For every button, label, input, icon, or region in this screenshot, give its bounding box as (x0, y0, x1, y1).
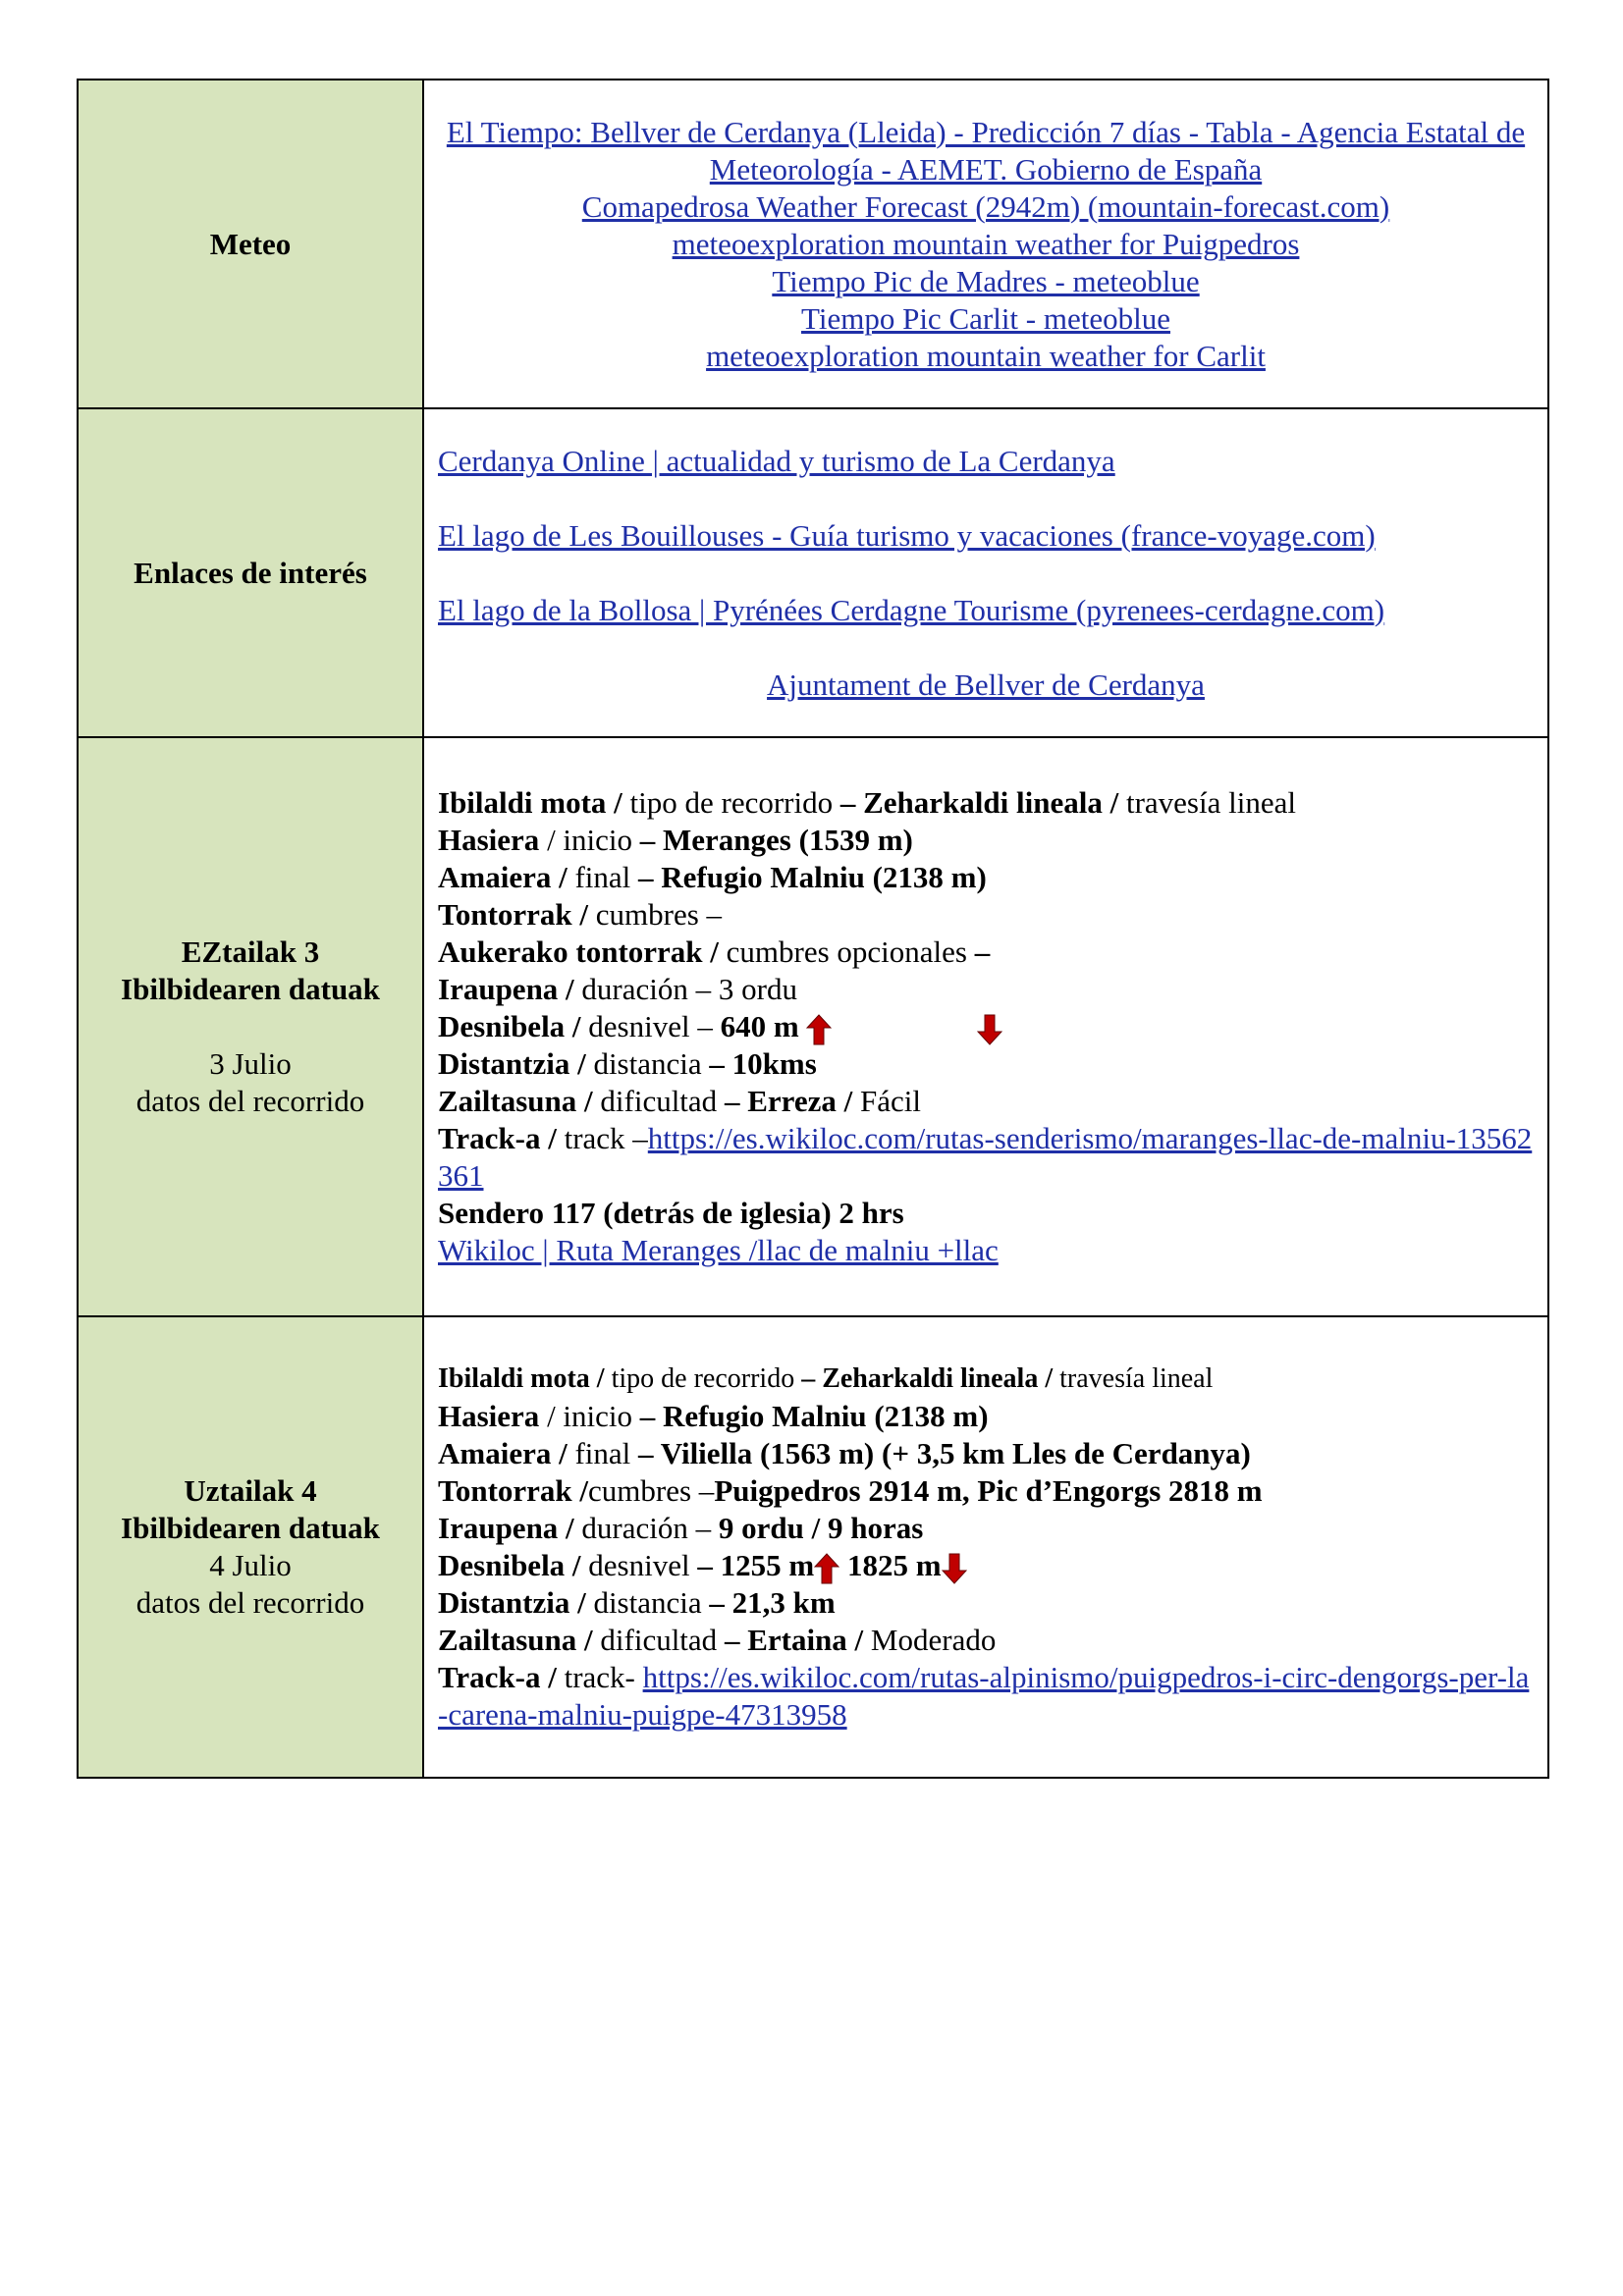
day3-tipo-line: Ibilaldi mota / tipo de recorrido – Zeharkaldi lineala / travesía lineal (438, 785, 1296, 820)
enlaces-links-cell (423, 408, 1548, 737)
day4-iraupena-line: Iraupena / duración – 9 ordu / 9 horas (438, 1511, 924, 1545)
day4-row (78, 1316, 1548, 1778)
day4-label-cell (78, 1316, 423, 1778)
enlace-ajuntament[interactable]: Ajuntament de Bellver de Cerdanya (767, 667, 1205, 702)
day3-label-date-es: 3 Julio (209, 1046, 292, 1081)
day4-details-cell (423, 1316, 1548, 1778)
meteo-link-comapedrosa[interactable]: Comapedrosa Weather Forecast (2942m) (mountain-forecast.com) (581, 188, 1390, 224)
enlace-cerdanya-online[interactable]: Cerdanya Online | actualidad y turismo de La Cerdanya (438, 443, 1115, 478)
day3-wikiloc-link[interactable]: Wikiloc | Ruta Meranges /llac de malniu +llac (438, 1233, 999, 1267)
day3-sendero-line: Sendero 117 (detrás de iglesia) 2 hrs (438, 1196, 904, 1230)
enlace-bollosa[interactable]: El lago de la Bollosa | Pyrénées Cerdagne Tourisme (pyrenees-cerdagne.com) (438, 592, 1385, 627)
meteo-links-cell (423, 80, 1548, 408)
day3-label-title-eu: Ibilbidearen datuak (121, 972, 380, 1006)
day3-zailtasuna-line: Zailtasuna / dificultad – Erreza / Fácil (438, 1084, 921, 1118)
day4-amaiera-line: Amaiera / final – Viliella (1563 m) (+ 3,5 km Lles de Cerdanya) (438, 1436, 1251, 1470)
day4-label-title-eu: Ibilbidearen datuak (121, 1511, 380, 1545)
enlaces-label-cell (78, 408, 423, 737)
enlaces-label: Enlaces de interés (134, 555, 367, 590)
day3-aukerako-line: Aukerako tontorrak / cumbres opcionales – (438, 934, 991, 969)
meteo-link-aemet[interactable]: El Tiempo: Bellver de Cerdanya (Lleida) - Predicción 7 días - Tabla - Agencia Estatal de Meteorología - AEMET. Gobierno de España (446, 114, 1526, 187)
day4-distantzia-line: Distantzia / distancia – 21,3 km (438, 1585, 836, 1620)
enlace-bouillouses[interactable]: El lago de Les Bouillouses - Guía turismo y vacaciones (france-voyage.com) (438, 517, 1376, 553)
day3-hasiera-line: Hasiera / inicio – Meranges (1539 m) (438, 823, 913, 857)
day4-zailtasuna-line: Zailtasuna / dificultad – Ertaina / Moderado (438, 1623, 997, 1657)
meteo-row (78, 80, 1548, 408)
day3-tontorrak-line: Tontorrak / cumbres – (438, 897, 723, 932)
meteo-link-pic-carlit[interactable]: Tiempo Pic Carlit - meteoblue (801, 300, 1170, 336)
day3-iraupena-line: Iraupena / duración – 3 ordu (438, 972, 797, 1006)
day4-tontorrak-line: Tontorrak /cumbres –Puigpedros 2914 m, Pic d’Engorgs 2818 m (438, 1473, 1263, 1508)
day4-label-date-eu: Uztailak 4 (184, 1473, 317, 1508)
meteo-label-cell (78, 80, 423, 408)
arrow-up-icon (814, 1553, 839, 1584)
day3-desnibela-line: Desnibela / desnivel – 640 m (438, 1008, 1534, 1045)
meteo-link-puigpedros[interactable]: meteoexploration mountain weather for Puigpedros (672, 226, 1300, 261)
day3-label-date-eu: EZtailak 3 (181, 934, 320, 969)
day3-distantzia-line: Distantzia / distancia – 10kms (438, 1046, 817, 1081)
day3-details-cell (423, 737, 1548, 1316)
day4-tipo-line: Ibilaldi mota / tipo de recorrido – Zeharkaldi lineala / travesía lineal (438, 1363, 1214, 1394)
day4-desnibela-line: Desnibela / desnivel – 1255 m 1825 m (438, 1547, 1534, 1584)
meteo-link-carlit[interactable]: meteoexploration mountain weather for Carlit (706, 338, 1266, 373)
day3-label-cell (78, 737, 423, 1316)
arrow-down-icon (977, 1014, 1002, 1045)
day4-track-line: Track-a / track- https://es.wikiloc.com/rutas-alpinismo/puigpedros-i-circ-dengorgs-per-la-carena-malniu-puigpe-47313958 (438, 1660, 1530, 1732)
day4-label-date-es: 4 Julio (209, 1548, 292, 1582)
day3-amaiera-line: Amaiera / final – Refugio Malniu (2138 m) (438, 860, 987, 894)
day3-track-line: Track-a / track –https://es.wikiloc.com/rutas-senderismo/maranges-llac-de-malniu-13562361 (438, 1121, 1533, 1193)
route-info-table (77, 79, 1549, 1779)
day3-track-link[interactable]: https://es.wikiloc.com/rutas-senderismo/maranges-llac-de-malniu-13562361 (438, 1121, 1533, 1193)
arrow-down-icon (942, 1553, 967, 1584)
day4-label-title-es: datos del recorrido (135, 1585, 365, 1620)
meteo-link-pic-madres[interactable]: Tiempo Pic de Madres - meteoblue (772, 263, 1200, 298)
day3-wikiloc-line (438, 1232, 1534, 1269)
day4-hasiera-line: Hasiera / inicio – Refugio Malniu (2138 m) (438, 1399, 989, 1433)
arrow-up-icon (806, 1014, 832, 1045)
day3-row (78, 737, 1548, 1316)
enlaces-row (78, 408, 1548, 737)
meteo-label: Meteo (209, 226, 292, 261)
day3-label-title-es: datos del recorrido (135, 1084, 365, 1118)
day4-track-link[interactable]: https://es.wikiloc.com/rutas-alpinismo/puigpedros-i-circ-dengorgs-per-la-carena-malniu-puigpe-47313958 (438, 1660, 1530, 1732)
